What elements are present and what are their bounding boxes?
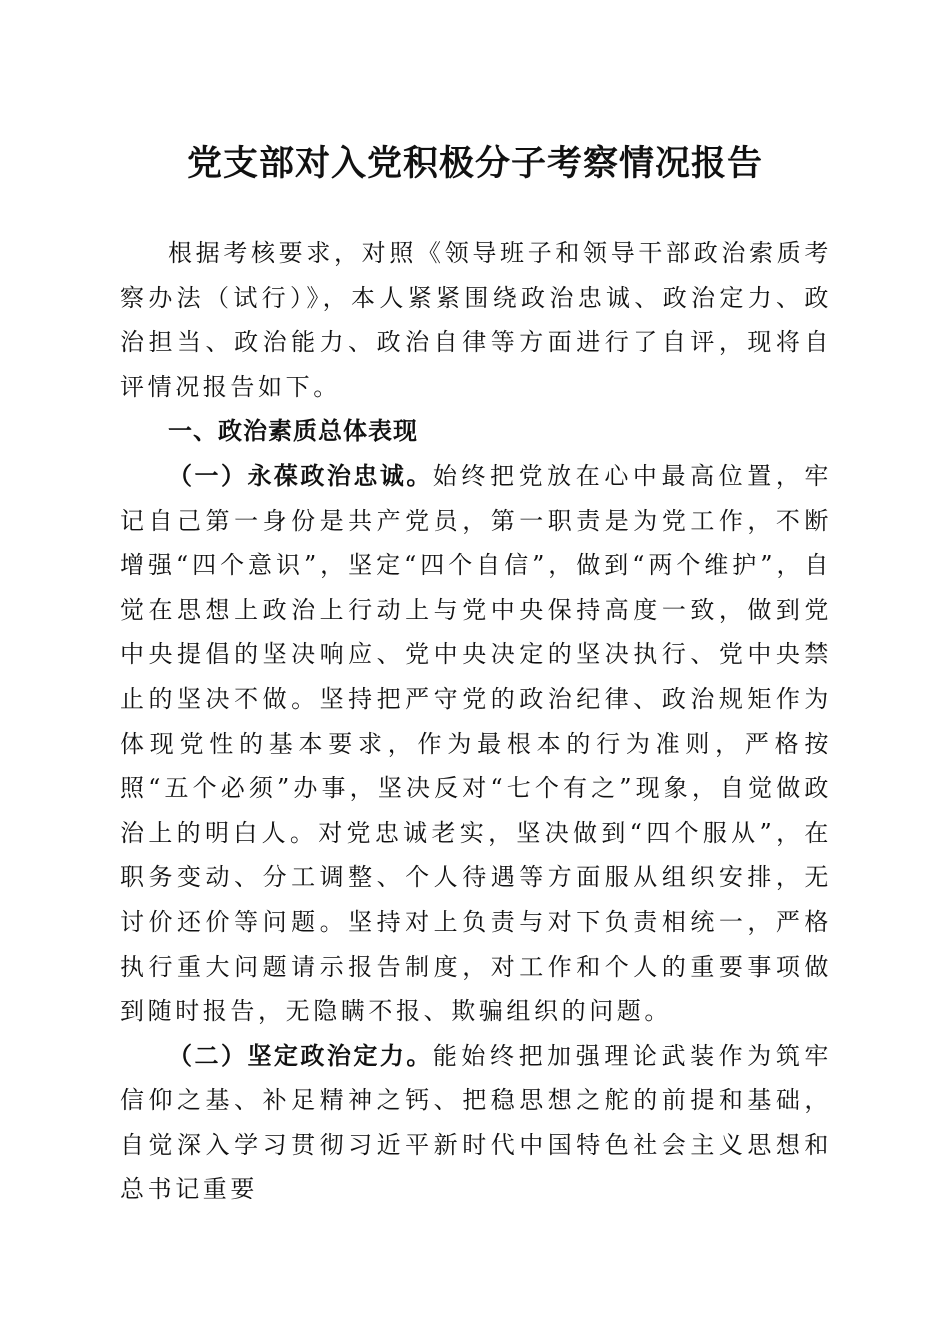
- item-lead-1: （一）永葆政治忠诚。: [168, 461, 433, 490]
- document-title: 党支部对入党积极分子考察情况报告: [186, 144, 763, 184]
- item-lead-2: （二）坚定政治定力。: [168, 1041, 433, 1070]
- item-text-1: 始终把党放在心中最高位置，牢记自己第一身份是共产党员，第一职责是为党工作，不断增强“四个意识”，坚定“四个自信”，做到“两个维护”，自觉在思想上政治上行动上与党中央保持高度一致，做到党中央提倡的坚决响应、党中央决定的坚决执行、党中央禁止的坚决不做。坚持把严守党的政治纪律、政治规矩作为体现党性的基本要求，作为最根本的行为准则，严格按照“五个必须”办事，坚决反对“七个有之”现象，自觉做政治上的明白人。对党忠诚老实，坚决做到“四个服从”，在职务变动、分工调整、个人待遇等方面服从组织安排，无讨价还价等问题。坚持对上负责与对下负责相统一，严格执行重大问题请示报告制度，对工作和个人的重要事项做到随时报告，无隐瞒不报、欺骗组织的问题。: [120, 461, 832, 1026]
- item-paragraph-1: [120, 454, 832, 1034]
- intro-paragraph: 根据考核要求，对照《领导班子和领导干部政治索质考察办法（试行）》，本人紧紧围绕政治忠诚、政治定力、政治担当、政治能力、政治自律等方面进行了自评，现将自评情况报告如下。: [120, 239, 832, 401]
- section-heading: 一、政治素质总体表现: [168, 417, 418, 446]
- item-text-2: 能始终把加强理论武装作为筑牢信仰之基、补足精神之钙、把稳思想之舵的前提和基础，自觉深入学习贯彻习近平新时代中国特色社会主义思想和总书记重要: [120, 1041, 832, 1204]
- item-paragraph-2: [120, 1034, 832, 1212]
- document-body: [120, 231, 832, 1212]
